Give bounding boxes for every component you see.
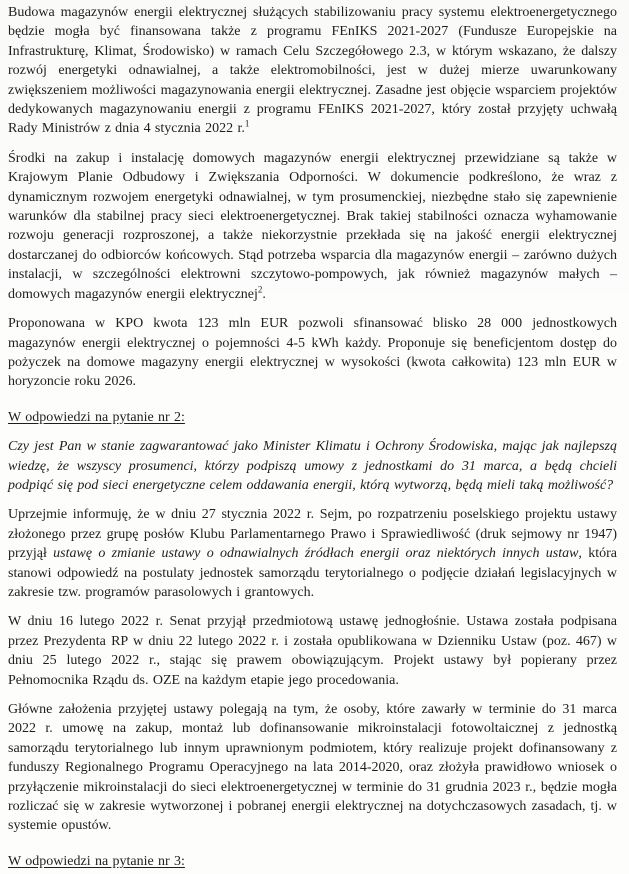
- paragraph-question-2: [8, 437, 617, 495]
- paragraph-senate-president: [8, 612, 617, 690]
- paragraph-sejm-act-text: , która stanowi odpowiedź na postulaty jednostek samorządu terytorialnego o podjęcie działań legislacyjnych w zakresie tzw. programów parasolowych i grantowych.: [8, 546, 617, 600]
- paragraph-sejm-act-text: Uprzejmie informuję, że w dniu 27 stycznia 2022 r. Sejm, po rozpatrzeniu poselskiego projektu ustawy złożonego przez grupę posłów Klubu Parlamentarnego Prawo i Sprawiedliwość (druk sejmowy nr 1947) przyjął: [8, 507, 617, 562]
- paragraph-senate-president-text: W dniu 16 lutego 2022 r. Senat przyjął przedmiotową ustawę jednogłośnie. Ustawa została podpisana przez Prezydenta RP w dniu 22 lutego 2022 r. i została opublikowana w Dzienniku Ustaw (poz. 467) w dniu 25 lutego 2022 r., stając się prawem obowiązującym. Projekt ustawy był popierany przez Pełnomocnika Rządu ds. OZE na każdym etapie jego procedowania.: [8, 614, 617, 688]
- paragraph-sejm-act: [8, 505, 617, 602]
- section-heading-answer-3-text: W odpowiedzi na pytanie nr 3:: [8, 853, 185, 869]
- paragraph-act-main-provisions: [8, 700, 617, 836]
- paragraph-feniks-funding-text: 1: [244, 118, 250, 129]
- paragraph-question-2-text: Czy jest Pan w stanie zagwarantować jako Minister Klimatu i Ochrony Środowiska, mając jak najlepszą wiedzę, że wszyscy prosumenci, którzy podpiszą umowy z jednostkami do 31 marca, a będą chcieli podpiąć się pod sieci energetyczne celem oddawania energii, którą wytworzą, będą mieli taką możliwość?: [8, 439, 617, 493]
- paragraph-feniks-funding-text: Budowa magazynów energii elektrycznej służących stabilizowaniu pracy systemu elektroenergetycznego będzie mogła być finansowana także z programu FEnIKS 2021-2027 (Fundusze Europejskie na Infrastrukturę, Klimat, Środowisko) w ramach Celu Szczegółowego 2.3, w którym wskazano, że dalszy rozwój energetyki odnawialnej, a także elektromobilności, jest w dużej mierze uwarunkowany zwiększeniem możliwości magazynowania energii elektrycznej. Zasadne jest objęcie wsparciem projektów dedykowanych magazynowaniu energii z programu FEnIKS 2021-2027, który został przyjęty uchwałą Rady Ministrów z dnia 4 stycznia 2022 r.: [8, 5, 617, 137]
- paragraph-kpo-amount-text: Proponowana w KPO kwota 123 mln EUR pozwoli sfinansować blisko 28 000 jednostkowych magazynów energii elektrycznej o pojemności 4-5 kWh każdy. Proponuje się beneficjentom dostęp do pożyczek na domowe magazyny energii elektrycznej w wysokości (kwota całkowita) 123 mln EUR w horyzoncie roku 2026.: [8, 316, 617, 390]
- paragraph-sejm-act-text: ustawę o zmianie ustawy o odnawialnych źródłach energii oraz niektórych innych ustaw: [53, 546, 579, 562]
- paragraph-kpo-home-storage-text: .: [262, 286, 266, 302]
- section-heading-answer-3: [8, 852, 617, 871]
- section-heading-answer-2: [8, 408, 617, 427]
- paragraph-kpo-home-storage-text: 2: [257, 284, 263, 295]
- paragraph-kpo-amount: [8, 314, 617, 392]
- paragraph-kpo-home-storage-text: Środki na zakup i instalację domowych magazynów energii elektrycznej przewidziane są także w Krajowym Planie Odbudowy i Zwiększania Odporności. W dokumencie podkreślono, że wraz z dynamicznym rozwojem energetyki odnawialnej, w tym prosumenckiej, niezbędne stało się zapewnienie warunków dla stabilnej pracy sieci elektroenergetycznej. Brak takiej stabilności oznacza wyhamowanie rozwoju generacji rozproszonej, a także niekorzystnie przekłada się na jakość energii elektrycznej dostarczanej do odbiorców końcowych. Stąd potrzeba wsparcia dla magazynów energii – zarówno dużych instalacji, w szczególności elektrowni szczytowo-pompowych, jak również magazynów małych – domowych magazynów energii elektrycznej: [8, 150, 617, 302]
- paragraph-act-main-provisions-text: Główne założenia przyjętej ustawy polegają na tym, że osoby, które zawarły w terminie do 31 marca 2022 r. umowę na zakup, montaż lub dofinansowanie mikroinstalacji fotowoltaicznej z jednostką samorządu terytorialnego lub innym uprawnionym podmiotem, który realizuje projekt dofinansowany z funduszy Regionalnego Programu Operacyjnego na lata 2014-2020, oraz złożyła prawidłowo wniosek o przyłączenie mikroinstalacji do sieci elektroenergetycznej w terminie do 31 grudnia 2023 r., będzie mogła rozliczać się w zakresie wytworzonej i pobranej energii elektrycznej na dotychczasowych zasadach, tj. w systemie opustów.: [8, 702, 617, 834]
- paragraph-feniks-funding: [8, 3, 617, 139]
- section-heading-answer-2-text: W odpowiedzi na pytanie nr 2:: [8, 409, 185, 425]
- paragraph-kpo-home-storage: [8, 149, 617, 304]
- document-body: [8, 3, 617, 871]
